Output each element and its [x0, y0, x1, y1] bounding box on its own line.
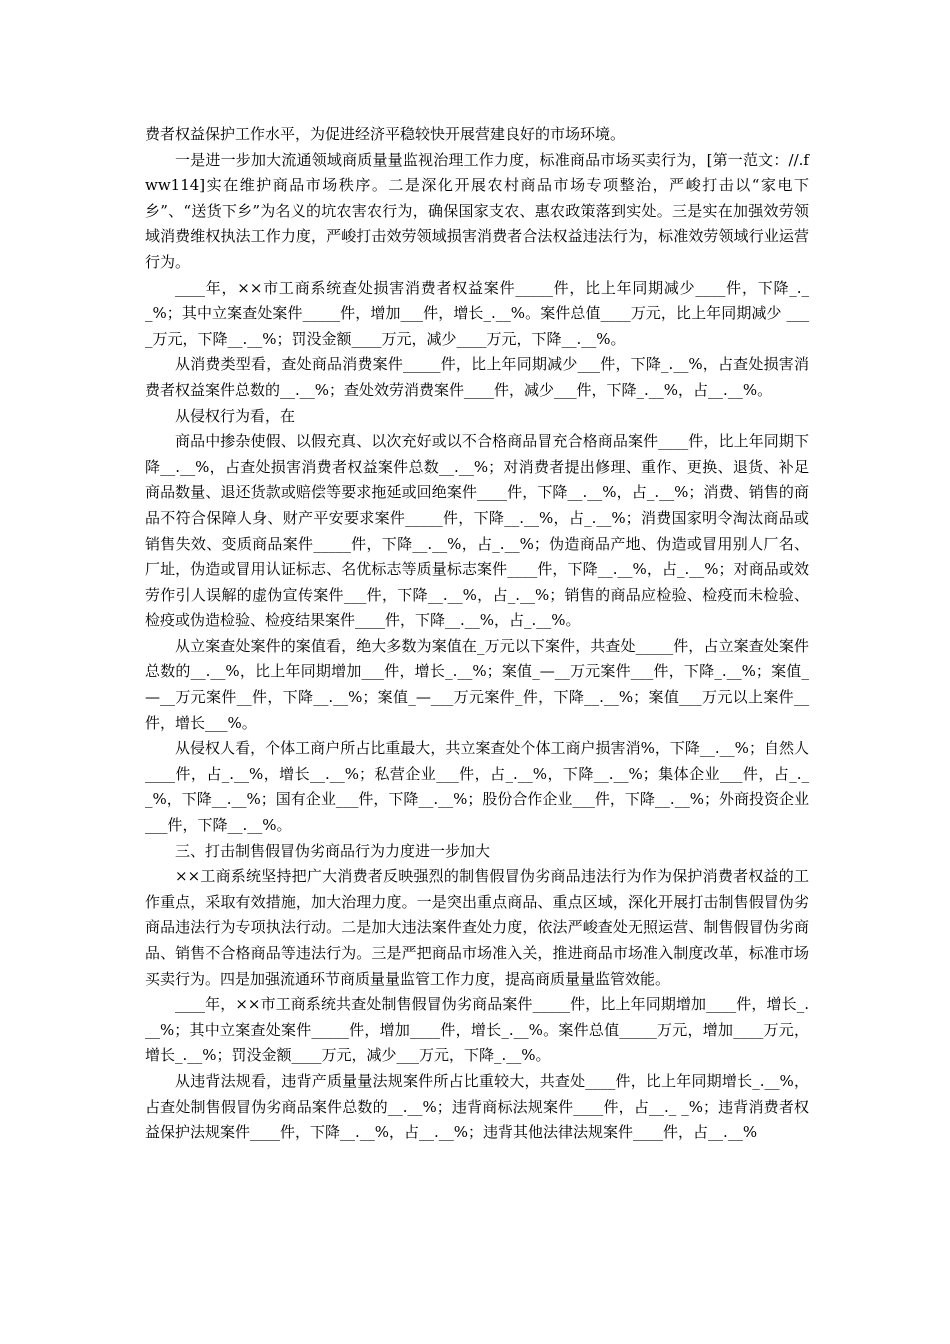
- paragraph-10: ××工商系统坚持把广大消费者反映强烈的制售假冒伪劣商品违法行为作为保护消费者权益的工作重点，采取有效措施，加大治理力度。一是突出重点商品、重点区域，深化开展打击制售假冒伪劣商品违法行为专项执法行动。二是加大违法案件查处力度，依法严峻查处无照运营、制售假冒伪劣商品、销售不合格商品等违法行为。三是严把商品市场准入关，推进商品市场准入制度改革，标准市场买卖行为。四是加强流通环节商质量量监管工作力度，提高商质量量监管效能。: [145, 867, 809, 988]
- paragraph-3: ____年，××市工商系统查处损害消费者权益案件_____件，比上年同期减少____件，下降_.__%；其中立案查处案件_____件，增加___件，增长_.__%。案件总值____万元，比上年同期减少 ____万元，下降__.__%；罚没金额____万元，减少____万元，下降__.__%。: [145, 278, 809, 348]
- document-page: [145, 122, 809, 1146]
- paragraph-2: 一是进一步加大流通领域商质量量监视治理工作力度，标准商品市场买卖行为，[第一范文：//.fww114]实在维护商品市场秩序。二是深化开展农村商品市场专项整治，严峻打击以“家电下乡”、“送货下乡”为名义的坑农害农行为，确保国家支农、惠农政策落到实处。三是实在加强效劳领域消费维权执法工作力度，严峻打击效劳领域损害消费者合法权益违法行为，标准效劳领域行业运营行为。: [145, 150, 809, 271]
- paragraph-4: 从消费类型看，查处商品消费案件_____件，比上年同期减少___件，下降_.__%，占查处损害消费者权益案件总数的__.__%；查处效劳消费案件____件，减少___件，下降_.__%，占__.__%。: [145, 355, 809, 399]
- paragraph-11: ____年，××市工商系统共查处制售假冒伪劣商品案件_____件，比上年同期增加____件，增长_.__%；其中立案查处案件_____件，增加____件，增长_.__%。案件总值_____万元，增加____万元，增长_.__%；罚没金额____万元，减少___万元，下降_.__%。: [145, 995, 809, 1065]
- paragraph-5: 从侵权行为看，在: [175, 406, 296, 425]
- paragraph-7: 从立案查处案件的案值看，绝大多数为案值在_万元以下案件，共查处_____件，占立案查处案件总数的__.__%，比上年同期增加___件，增长_.__%；案值_—__万元案件___件，下降_.__%；案值_—__万元案件__件，下降__.__%；案值_—___万元案件_件，下降__.__%；案值___万元以上案件__件，增长___%。: [145, 636, 809, 732]
- paragraph-8: 从侵权人看，个体工商户所占比重最大，共立案查处个体工商户损害消%，下降__.__%；自然人____件，占_.__%，增长__.__%；私营企业___件，占_.__%，下降__.__%；集体企业___件，占_.__%，下降__.__%；国有企业___件，下降__.__%；股份合作企业___件，下降__.__%；外商投资企业___件，下降__.__%。: [145, 739, 809, 835]
- paragraph-12: 从违背法规看，违背产质量量法规案件所占比重较大，共查处____件，比上年同期增长_.__%，占查处制售假冒伪劣商品案件总数的__.__%；违背商标法规案件____件，占__._ _%；违背消费者权益保护法规案件____件，下降__.__%，占__.__%；违背其他法律法规案件____件，占__.__%: [145, 1071, 809, 1142]
- section-heading-3: 三、打击制售假冒伪劣商品行为力度进一步加大: [175, 841, 491, 860]
- paragraph-1: 费者权益保护工作水平，为促进经济平稳较快开展营建良好的市场环境。: [145, 125, 626, 143]
- paragraph-6: 商品中掺杂使假、以假充真、以次充好或以不合格商品冒充合格商品案件____件，比上年同期下降__.__%，占查处损害消费者权益案件总数__.__%；对消费者提出修理、重作、更换、退货、补足商品数量、退还货款或赔偿等要求拖延或回绝案件____件，下降__.__%，占_.__%；消费、销售的商品不符合保障人身、财产平安要求案件_____件，下降__.__%，占_.__%；消费国家明令淘汰商品或销售失效、变质商品案件_____件，下降__.__%，占_.__%；伪造商品产地、伪造或冒用别人厂名、厂址，伪造或冒用认证标志、名优标志等质量标志案件____件，下降__.__%，占_.__%；对商品或效劳作引人误解的虚伪宣传案件___件，下降__.__%，占_.__%；销售的商品应检验、检疫而未检验、检疫或伪造检验、检疫结果案件____件，下降__.__%，占_.__%。: [145, 432, 809, 630]
